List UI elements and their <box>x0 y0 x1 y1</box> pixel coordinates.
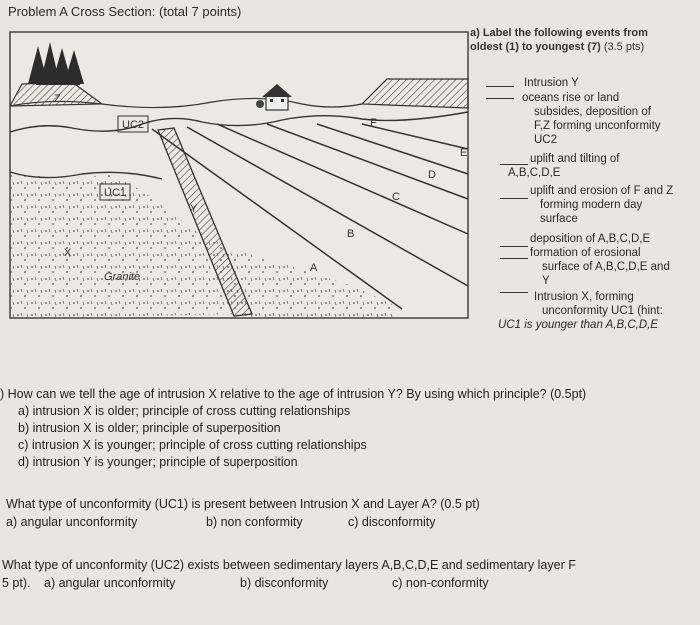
event-2-line-3: F,Z forming unconformity <box>534 120 661 132</box>
question-d-option-b[interactable]: b) disconformity <box>240 576 329 590</box>
event-4-line-1: uplift and erosion of F and Z <box>530 185 674 197</box>
label-granite: Granite <box>104 271 141 283</box>
label-f: F <box>370 117 377 129</box>
question-d-option-a[interactable]: a) angular unconformity <box>44 576 176 590</box>
blank-1[interactable] <box>486 86 514 87</box>
question-c-option-b[interactable]: b) non conformity <box>206 515 303 529</box>
label-c: C <box>392 191 400 203</box>
event-4-line-3: surface <box>540 213 578 225</box>
blank-2[interactable] <box>486 98 514 99</box>
blank-4[interactable] <box>500 198 528 199</box>
label-uc1: UC1 <box>104 187 127 199</box>
page-title: Problem A Cross Section: (total 7 points) <box>8 4 242 19</box>
event-3-line-1: uplift and tilting of <box>530 153 620 165</box>
event-list <box>486 74 698 384</box>
event-6-line-1: formation of erosional <box>530 247 641 259</box>
event-2-line-2: subsides, deposition of <box>534 106 651 118</box>
event-6-line-3: Y <box>542 275 550 287</box>
event-7-line-2: unconformity UC1 (hint: <box>542 305 663 317</box>
question-b-option-c[interactable]: c) intrusion X is younger; principle of cross cutting relationships <box>18 438 367 452</box>
label-d: D <box>428 169 436 181</box>
event-6-line-2: surface of A,B,C,D,E and <box>542 261 670 273</box>
label-e: E <box>460 147 468 159</box>
question-b-text: ) How can we tell the age of intrusion X relative to the age of intrusion Y? By using which principle? (0.5pt) <box>0 387 587 401</box>
question-c-option-a[interactable]: a) angular unconformity <box>6 515 138 529</box>
label-z: Z <box>54 93 61 105</box>
question-d-prefix: 5 pt). <box>2 576 31 590</box>
question-d-text: What type of unconformity (UC2) exists between sedimentary layers A,B,C,D,E and sedimentary layer F <box>2 558 576 572</box>
question-d-option-c[interactable]: c) non-conformity <box>392 576 489 590</box>
event-intrusion-y: Intrusion Y <box>524 77 579 89</box>
cross-section-diagram <box>2 24 472 324</box>
blank-5[interactable] <box>500 246 528 247</box>
event-2-line-1: oceans rise or land <box>522 92 620 104</box>
part-a-prompt-1: a) Label the following events from <box>470 27 648 39</box>
label-a: A <box>310 262 318 274</box>
label-x: X <box>64 247 72 259</box>
event-7-line-3: UC1 is younger than A,B,C,D,E <box>498 319 659 331</box>
question-c-option-c[interactable]: c) disconformity <box>348 515 436 529</box>
question-b-option-a[interactable]: a) intrusion X is older; principle of cross cutting relationships <box>18 404 351 418</box>
question-b-option-d[interactable]: d) intrusion Y is younger; principle of superposition <box>18 455 298 469</box>
event-5: deposition of A,B,C,D,E <box>530 233 651 245</box>
question-b-option-b[interactable]: b) intrusion X is older; principle of superposition <box>18 421 281 435</box>
label-uc2: UC2 <box>122 119 145 131</box>
question-c-text: What type of unconformity (UC1) is present between Intrusion X and Layer A? (0.5 pt) <box>6 497 480 511</box>
event-7-line-1: Intrusion X, forming <box>534 291 634 303</box>
label-y: Y <box>190 203 198 215</box>
part-a-points: (3.5 pts) <box>603 41 645 53</box>
blank-6[interactable] <box>500 258 528 259</box>
event-4-line-2: forming modern day <box>540 199 643 211</box>
label-b: B <box>347 228 355 240</box>
event-3-line-2: A,B,C,D,E <box>508 167 561 179</box>
blank-7[interactable] <box>500 292 528 293</box>
part-a-prompt-2: oldest (1) to youngest (7) <box>470 41 601 53</box>
part-a-panel <box>470 26 700 54</box>
blank-3[interactable] <box>500 164 528 165</box>
event-2-line-4: UC2 <box>534 134 558 146</box>
